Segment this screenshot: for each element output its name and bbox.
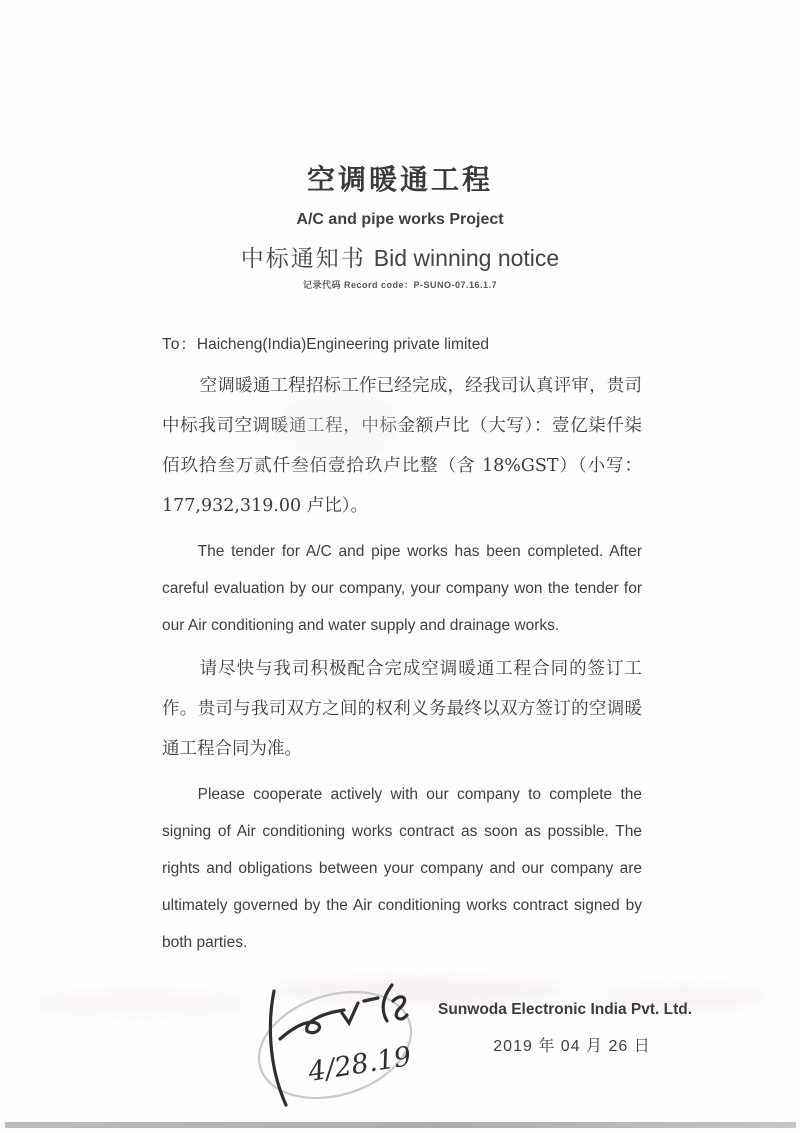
document-title-chinese: 空调暖通工程 <box>306 163 493 196</box>
signoff-block <box>438 1001 693 1056</box>
notice-heading-chinese: 中标通知书 <box>240 246 366 272</box>
recipient-name: Haicheng(India)Engineering private limited <box>196 336 489 353</box>
document-body <box>162 335 693 1133</box>
record-code: 记录代码 Record code：P-SUNO-07.16.1.7 <box>302 280 498 290</box>
document-header <box>0 0 800 291</box>
document-date: 2019 年 04 月 26 日 <box>493 1038 651 1055</box>
scanner-edge-bar <box>5 1122 796 1128</box>
company-name: Sunwoda Electronic India Pvt. Ltd. <box>438 1001 693 1018</box>
paragraph-english-2: Please cooperate actively with our company to complete the signing of Air conditioning works contract as soon as possible. The rights and obligations between your company and our company are ultimately governed by the Air conditioning works contract signed by both parties. <box>162 786 642 951</box>
paragraph-chinese-1: 空调暖通工程招标工作已经完成，经我司认真评审，贵司中标我司空调暖通工程，中标金额卢比（大写）：壹亿柒仟柒佰玖拾叁万贰仟叁佰壹拾玖卢比整（含 18%GST）（小写：177,932,319.00 卢比）。 <box>162 376 642 516</box>
recipient-label: To： <box>162 336 197 353</box>
recipient-line <box>162 335 642 355</box>
handwritten-signature <box>250 975 425 1125</box>
paragraph-chinese-2: 请尽快与我司积极配合完成空调暖通工程合同的签订工作。贵司与我司双方之间的权利义务最终以双方签订的空调暖通工程合同为准。 <box>162 659 642 759</box>
signature-handwritten-date: 4/28.19 <box>306 1041 414 1088</box>
document-title-english: A/C and pipe works Project <box>296 211 504 228</box>
paragraph-english-1: The tender for A/C and pipe works has been completed. After careful evaluation by our company, your company won the tender for our Air conditioning and water supply and drainage works. <box>162 543 642 634</box>
notice-heading <box>0 240 800 273</box>
notice-heading-english: Bid winning notice <box>373 245 560 271</box>
signature-area <box>162 973 693 1133</box>
